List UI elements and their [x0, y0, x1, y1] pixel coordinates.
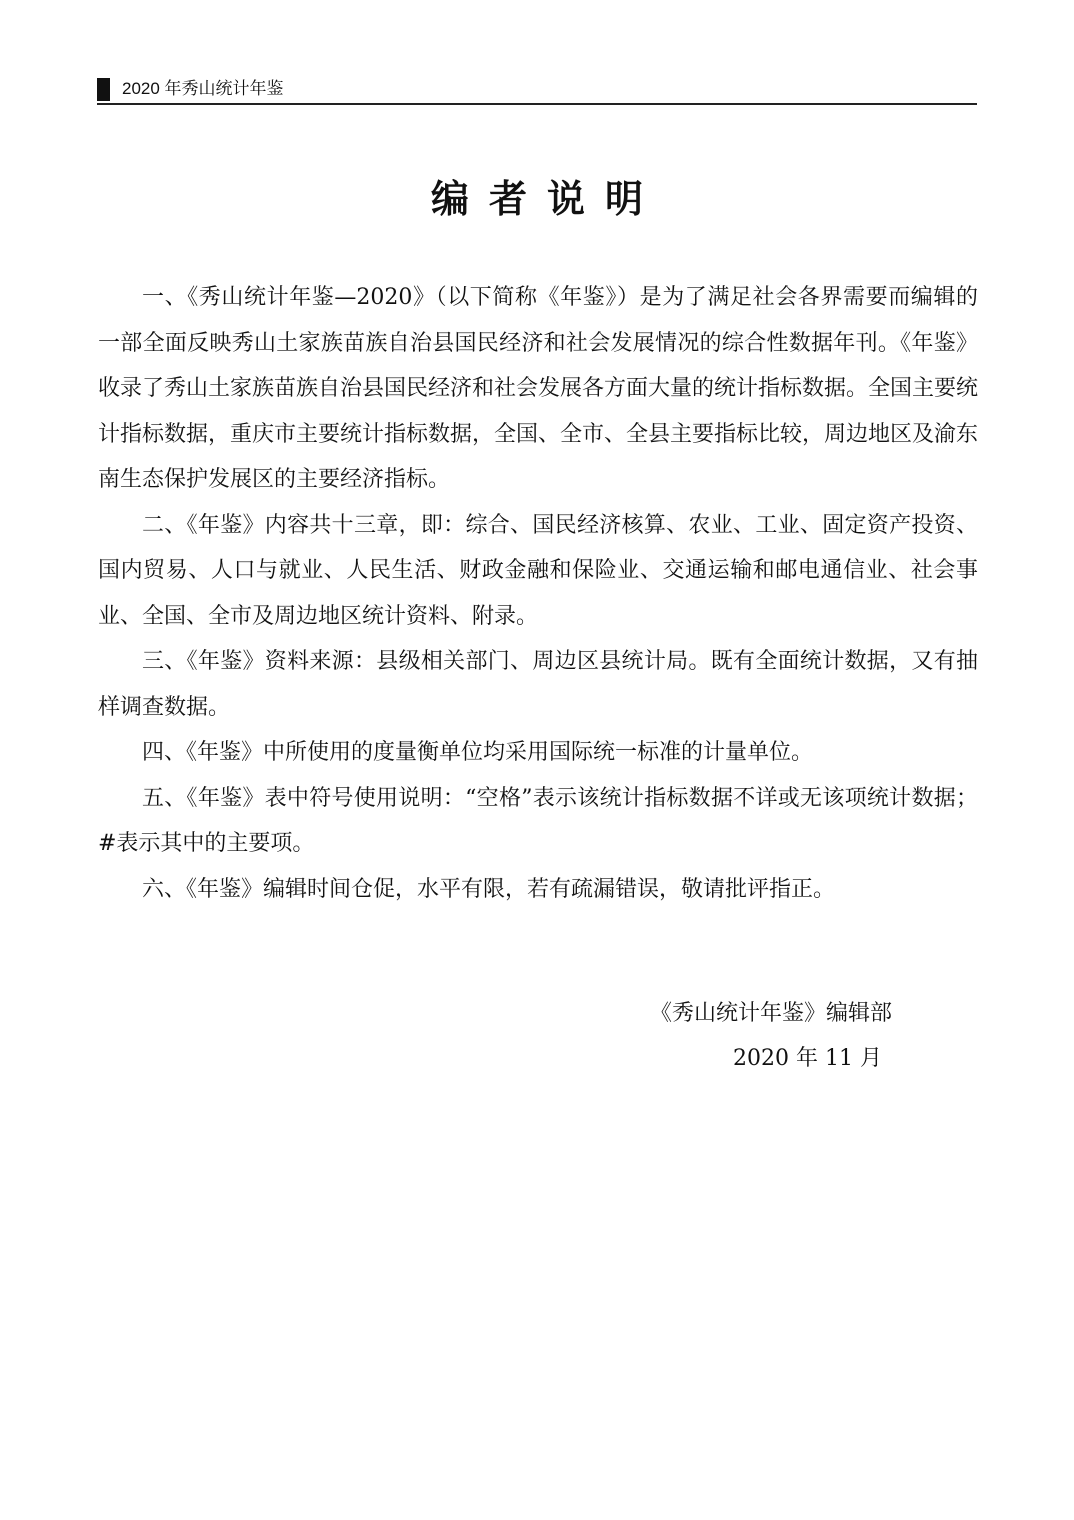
paragraph-5: 五、《年鉴》表中符号使用说明：“空格”表示该统计指标数据不详或无该项统计数据；#表示其中的主要项。	[98, 785, 978, 856]
header-bar-mark	[97, 78, 110, 101]
paragraph-1: 一、《秀山统计年鉴—2020》（以下简称《年鉴》）是为了满足社会各界需要而编辑的一部全面反映秀山土家族苗族自治县国民经济和社会发展情况的综合性数据年刊。《年鉴》收录了秀山土家族苗族自治县国民经济和社会发展各方面大量的统计指标数据。全国主要统计指标数据，重庆市主要统计指标数据，全国、全市、全县主要指标比较，周边地区及渝东南生态保护发展区的主要经济指标。	[98, 285, 979, 492]
signature-date: 2020 年 11 月	[733, 1046, 882, 1071]
paragraph-6: 六、《年鉴》编辑时间仓促，水平有限，若有疏漏错误，敬请批评指正。	[142, 876, 836, 902]
running-header	[97, 76, 977, 105]
signature-department: 《秀山统计年鉴》编辑部	[650, 1001, 893, 1026]
running-title: 2020 年秀山统计年鉴	[122, 79, 284, 98]
paragraph-2: 二、《年鉴》内容共十三章，即：综合、国民经济核算、农业、工业、固定资产投资、国内贸易、人口与就业、人民生活、财政金融和保险业、交通运输和邮电通信业、社会事业、全国、全市及周边地区统计资料、附录。	[98, 512, 978, 629]
body-text	[98, 275, 978, 912]
page-title: 编者说明	[430, 177, 663, 221]
paragraph-3: 三、《年鉴》资料来源：县级相关部门、周边区县统计局。既有全面统计数据，又有抽样调查数据。	[98, 649, 978, 720]
paragraph-4: 四、《年鉴》中所使用的度量衡单位均采用国际统一标准的计量单位。	[142, 740, 814, 765]
